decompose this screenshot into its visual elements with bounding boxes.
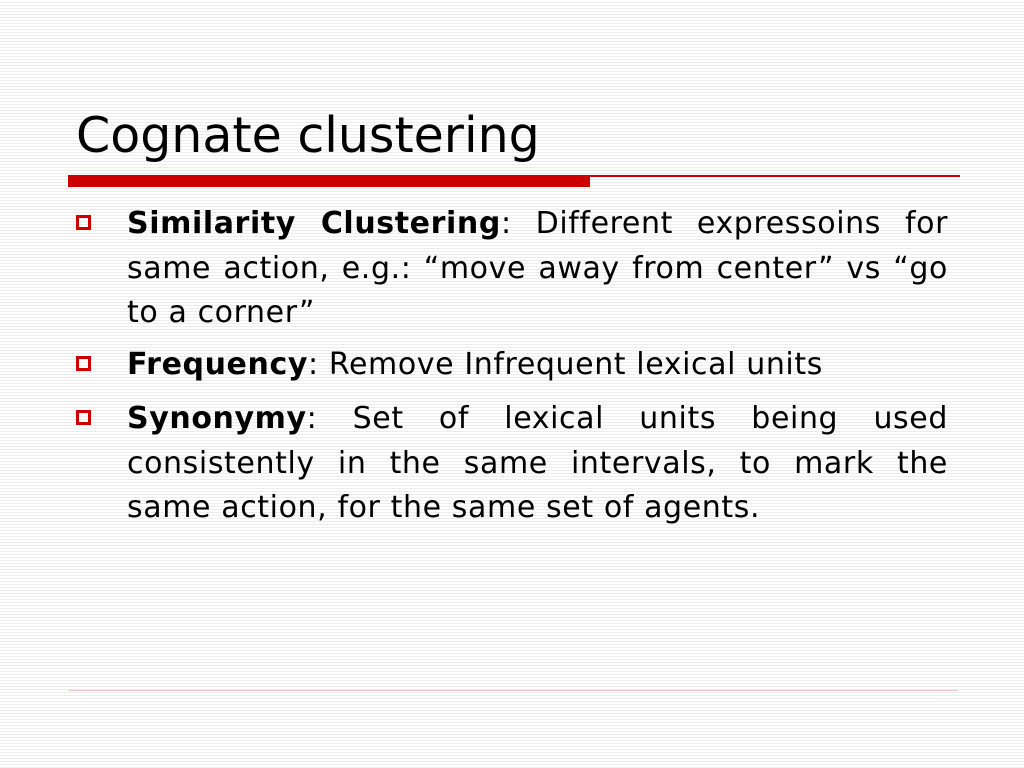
bullet-text: : Set of lexical units being used consistently in the same intervals, to mark the same action, for the same set of agents.: [127, 401, 948, 525]
hollow-square-bullet-icon: [76, 215, 91, 230]
bullet-term: Similarity Clustering: [127, 206, 501, 241]
bullet-text: : Remove Infrequent lexical units: [308, 346, 823, 382]
bullet-item-similarity-clustering: [76, 202, 948, 336]
bullet-item-synonymy: [76, 397, 948, 531]
hollow-square-bullet-icon: [76, 410, 91, 425]
title-underline-thick: [68, 175, 590, 187]
hollow-square-bullet-icon: [76, 356, 91, 371]
bullet-list: [76, 202, 948, 541]
footer-divider: [68, 690, 958, 691]
title-underline-thin: [590, 175, 960, 177]
bullet-term: Frequency: [127, 346, 308, 382]
bullet-item-frequency: [76, 343, 948, 388]
slide-title: Cognate clustering: [76, 107, 540, 164]
bullet-text: : Different expressoins for same action, e.g.: “move away from center” vs “go to a corner”: [127, 206, 948, 330]
bullet-term: Synonymy: [127, 401, 307, 436]
